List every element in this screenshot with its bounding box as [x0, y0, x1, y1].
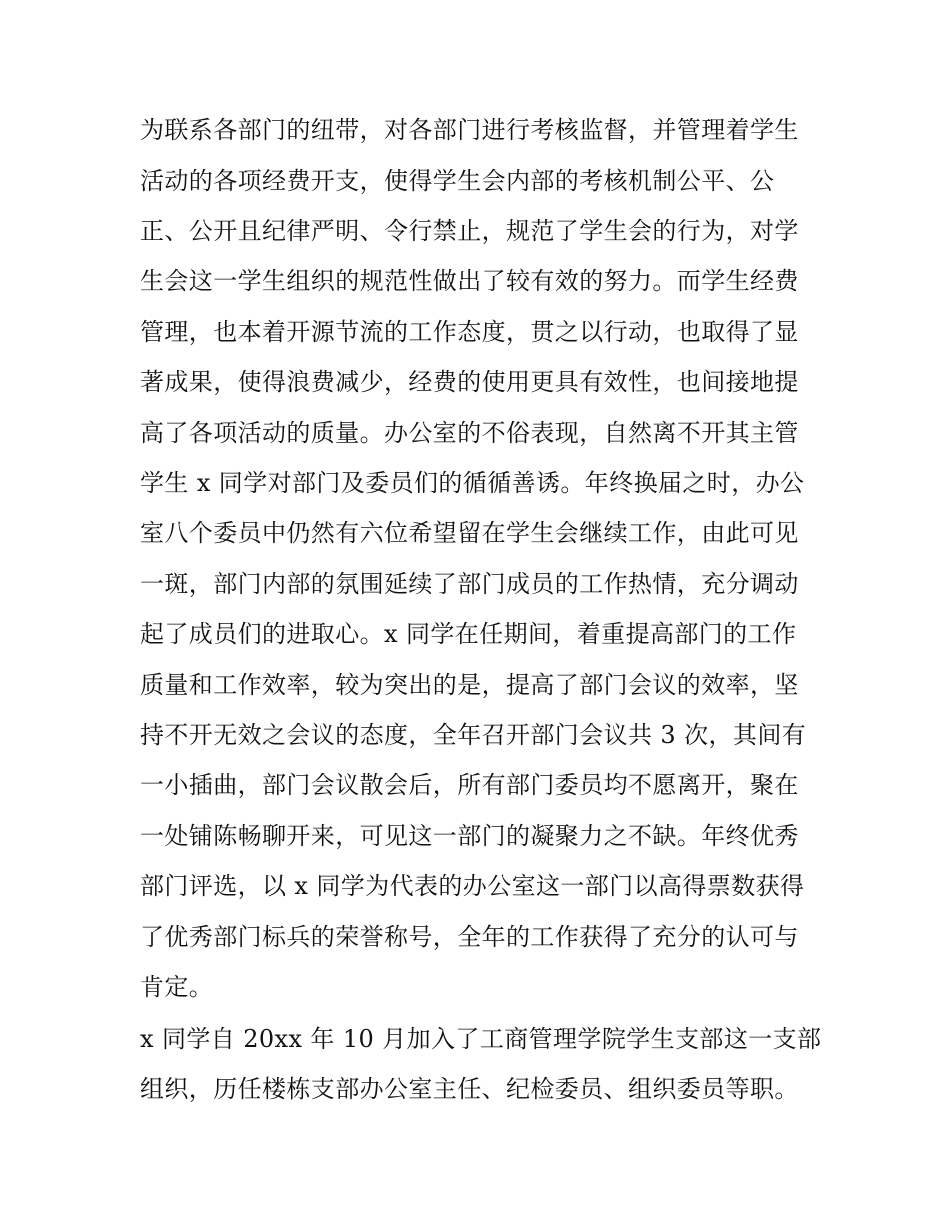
text-line: x 同学自 20xx 年 10 月加入了工商管理学院学生支部这一支部 [140, 1025, 822, 1053]
text-line: 质量和工作效率，较为突出的是，提高了部门会议的效率，坚 [140, 671, 799, 699]
text-line: 部门评选，以 x 同学为代表的办公室这一部门以高得票数获得 [140, 872, 805, 900]
text-line: 学生 x 同学对部门及委员们的循循善诱。年终换届之时，办公 [140, 469, 805, 497]
text-line: 肯定。 [140, 973, 214, 1001]
text-line: 了优秀部门标兵的荣誉称号，全年的工作获得了充分的认可与 [140, 923, 799, 951]
text-line: 活动的各项经费开支，使得学生会内部的考核机制公平、公 [140, 167, 775, 195]
text-line: 为联系各部门的纽带，对各部门进行考核监督，并管理着学生 [140, 116, 799, 144]
text-line: 一小插曲，部门会议散会后，所有部门委员均不愿离开，聚在 [140, 771, 799, 799]
text-line: 管理，也本着开源节流的工作态度，贯之以行动，也取得了显 [140, 318, 799, 346]
text-line: 一斑，部门内部的氛围延续了部门成员的工作热情，充分调动 [140, 570, 799, 598]
text-line: 组织，历任楼栋支部办公室主任、纪检委员、组织委员等职。 [140, 1075, 799, 1103]
text-line: 室八个委员中仍然有六位希望留在学生会继续工作，由此可见 [140, 519, 799, 547]
text-line: 生会这一学生组织的规范性做出了较有效的努力。而学生经费 [140, 267, 799, 295]
text-line: 持不开无效之会议的态度，全年召开部门会议共 3 次，其间有 [140, 721, 807, 749]
text-line: 一处铺陈畅聊开来，可见这一部门的凝聚力之不缺。年终优秀 [140, 822, 799, 850]
text-line: 高了各项活动的质量。办公室的不俗表现，自然离不开其主管 [140, 419, 799, 447]
text-line: 起了成员们的进取心。x 同学在任期间，着重提高部门的工作 [140, 620, 797, 648]
text-line: 正、公开且纪律严明、令行禁止，规范了学生会的行为，对学 [140, 217, 799, 245]
text-line: 著成果，使得浪费减少，经费的使用更具有效性，也间接地提 [140, 368, 799, 396]
